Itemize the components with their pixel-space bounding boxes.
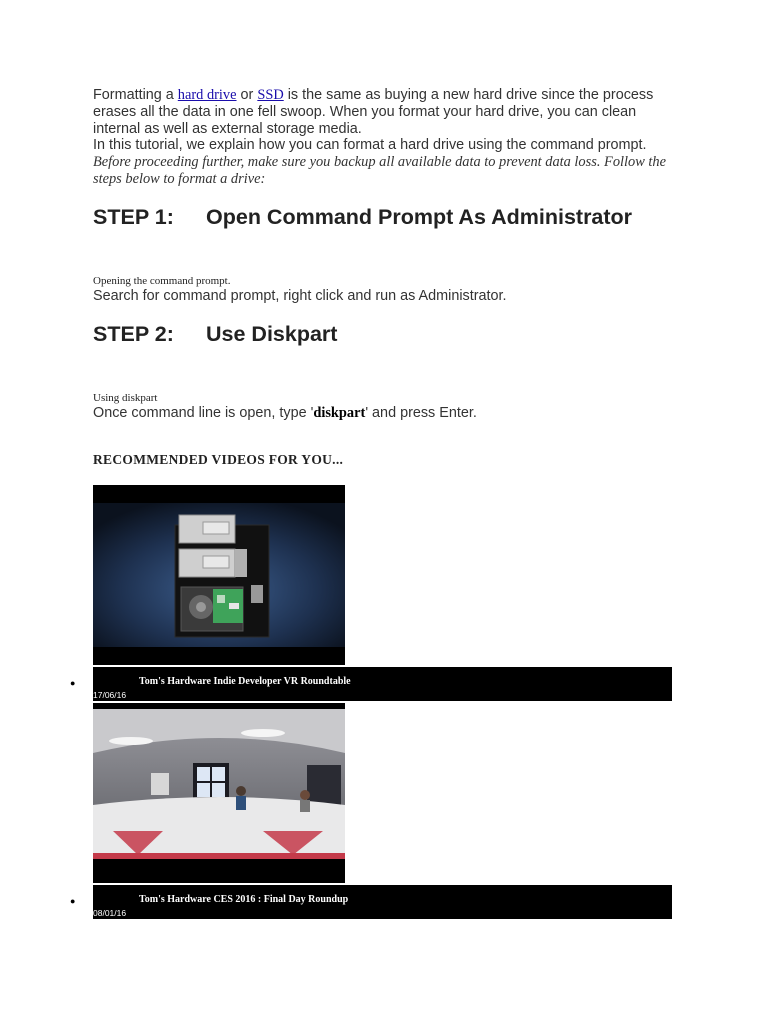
- hard-drive-link[interactable]: hard drive: [177, 87, 237, 103]
- instruction-segment: Once command line is open, type ': [93, 405, 314, 421]
- video-thumbnail[interactable]: [93, 703, 345, 883]
- image-caption: Using diskpart: [93, 392, 158, 404]
- intro-paragraph-1: [93, 87, 683, 137]
- video-title[interactable]: Tom's Hardware Indie Developer VR Roundtable: [139, 676, 351, 687]
- list-bullet: ●: [70, 896, 76, 906]
- step-instruction: [93, 405, 477, 422]
- step-number: STEP 2:: [93, 322, 174, 346]
- video-title-bar[interactable]: [93, 667, 672, 701]
- intro-text-segment: In this tutorial, we explain how you can format a hard drive using the command prompt.: [93, 137, 647, 154]
- intro-text-segment: is the same as buying a new hard drive since the process erases all the data in one fell swoop. When you format your hard drive, you can clean internal as well as external storage media.: [93, 87, 654, 137]
- hardware-chassis-image: [93, 485, 345, 665]
- step-title: Use Diskpart: [206, 322, 338, 346]
- step-title: Open Command Prompt As Administrator: [206, 205, 633, 229]
- conference-room-360-image: [93, 703, 345, 883]
- intro-warning-text: Before proceeding further, make sure you backup all available data to prevent data loss. Follow the steps below to format a drive:: [93, 154, 666, 187]
- video-date: 17/06/16: [93, 690, 127, 700]
- image-caption: Opening the command prompt.: [93, 275, 231, 287]
- step-instruction: Search for command prompt, right click and run as Administrator.: [93, 288, 507, 304]
- video-title-bar[interactable]: [93, 885, 672, 919]
- intro-text-segment: Formatting a: [93, 87, 178, 103]
- list-bullet: ●: [70, 678, 76, 688]
- step-number: STEP 1:: [93, 205, 174, 229]
- video-title[interactable]: Tom's Hardware CES 2016 : Final Day Roundup: [139, 894, 349, 905]
- video-date: 08/01/16: [93, 908, 127, 918]
- command-keyword: diskpart: [313, 405, 366, 421]
- ssd-link[interactable]: SSD: [257, 87, 284, 103]
- recommended-videos-heading: RECOMMENDED VIDEOS FOR YOU...: [93, 452, 344, 467]
- intro-text-segment: or: [236, 87, 258, 103]
- intro-text: [93, 87, 683, 188]
- video-thumbnail[interactable]: [93, 485, 345, 665]
- step-2-heading: [93, 322, 337, 347]
- intro-paragraph-2: [93, 137, 683, 187]
- step-1-heading: [93, 205, 632, 230]
- instruction-segment: ' and press Enter.: [365, 405, 477, 421]
